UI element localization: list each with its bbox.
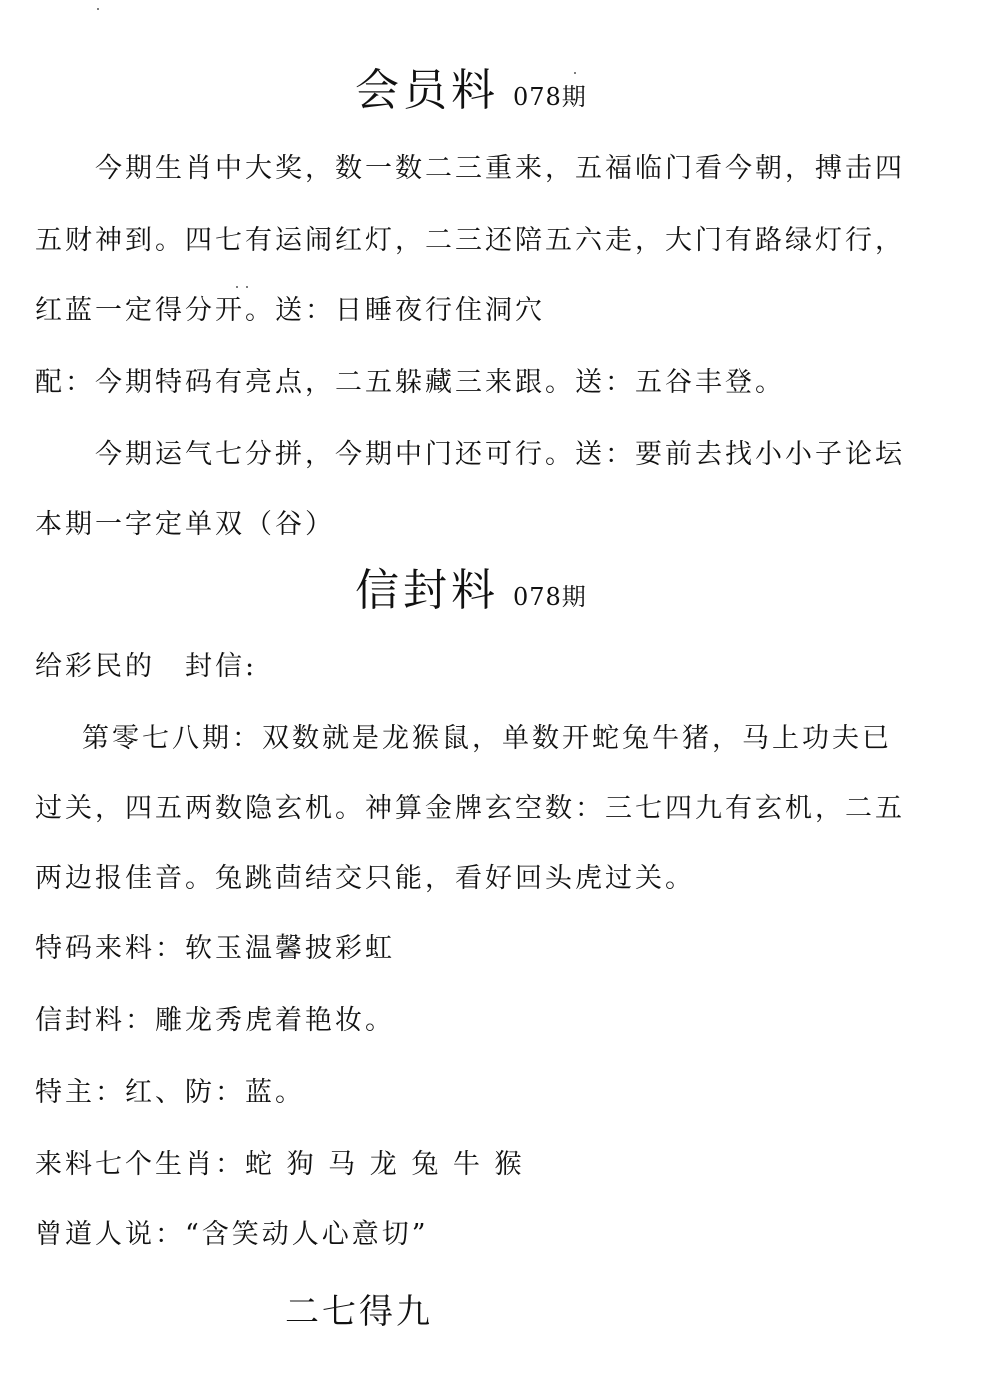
scan-speck	[246, 286, 248, 288]
section2-final-line: 二七得九	[285, 1292, 433, 1332]
section2-paragraph-line: 第零七八期：双数就是龙猴鼠，单数开蛇兔牛猪，马上功夫已	[82, 723, 892, 754]
scan-speck	[236, 286, 238, 288]
section1-paragraph-line: 今期运气七分拼，今期中门还可行。送：要前去找小小子论坛	[95, 439, 905, 470]
section2-paragraph-line: 两边报佳音。兔跳茴结交只能，看好回头虎过关。	[35, 863, 695, 894]
section2-item-line: 曾道人说：“含笑动人心意切”	[35, 1219, 429, 1250]
section1-peizhi-line: 配：今期特码有亮点，二五躲藏三来跟。送：五谷丰登。	[35, 367, 785, 398]
scan-speck	[97, 8, 99, 10]
section2-item-line: 信封料：雕龙秀虎着艳妆。	[35, 1005, 395, 1036]
section2-greeting: 给彩民的 封信:	[35, 651, 258, 682]
section1-paragraph-line: 红蓝一定得分开。送：日睡夜行住洞穴	[35, 295, 545, 326]
section1-issue: 078期	[513, 83, 587, 111]
section2-issue: 078期	[513, 583, 587, 611]
section1-title	[355, 66, 587, 125]
section1-paragraph-line: 五财神到。四七有运闹红灯，二三还陪五六走，大门有路绿灯行，	[35, 225, 905, 256]
section1-title-text: 会员料	[355, 65, 499, 116]
section2-item-line: 来料七个生肖：蛇 狗 马 龙 兔 牛 猴	[35, 1149, 525, 1180]
section2-title-text: 信封料	[355, 565, 499, 616]
section1-danshuang-line: 本期一字定单双（谷）	[35, 509, 335, 540]
section2-paragraph-line: 过关，四五两数隐玄机。神算金牌玄空数：三七四九有玄机，二五	[35, 793, 905, 824]
section2-title	[355, 566, 587, 625]
section2-item-line: 特码来料：软玉温馨披彩虹	[35, 933, 395, 964]
section1-paragraph-line: 今期生肖中大奖，数一数二三重来，五福临门看今朝，搏击四	[95, 153, 905, 184]
section2-item-line: 特主：红、防：蓝。	[35, 1077, 305, 1108]
